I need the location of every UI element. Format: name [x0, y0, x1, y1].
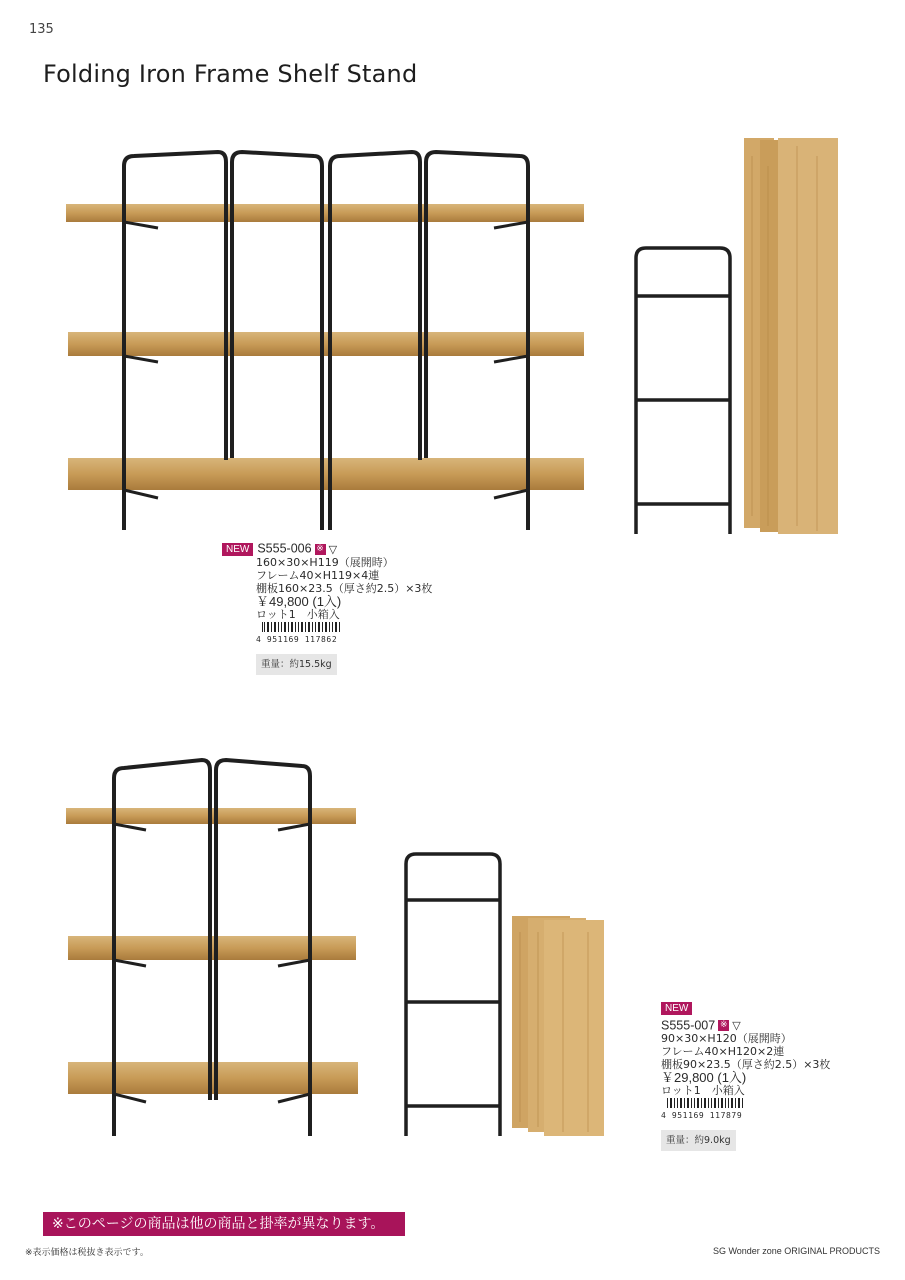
footer-brand: SG Wonder zone ORIGINAL PRODUCTS	[712, 1246, 880, 1256]
triangle-mark-icon: ▽	[328, 542, 338, 556]
shelf-brackets	[124, 222, 528, 498]
spec-block-s555-006	[222, 542, 432, 675]
product-image-s555-006	[60, 140, 590, 540]
product-image-s555-007	[60, 752, 360, 1142]
stacked-boards-s555-006	[742, 136, 842, 536]
product-lot: ロット1 小箱入	[256, 607, 340, 621]
spec-block-s555-007	[661, 1001, 830, 1151]
product-frame: フレーム40×H119×4連	[256, 568, 380, 582]
page-number: 135	[29, 22, 54, 37]
new-badge: NEW	[661, 1002, 692, 1015]
shelf-board	[68, 332, 584, 356]
product-size: 160×30×H119（展開時）	[256, 555, 394, 569]
product-frame: フレーム40×H120×2連	[661, 1045, 785, 1058]
barcode	[256, 622, 432, 644]
folded-frame-s555-007	[398, 848, 508, 1142]
weight-tag: 重量：約15.5kg	[256, 654, 337, 675]
triangle-mark-icon: ▽	[732, 1019, 741, 1032]
product-shelf: 棚板90×23.5（厚さ約2.5）×3枚	[661, 1058, 831, 1071]
shelf-board	[68, 1062, 358, 1094]
product-code: S555-007	[661, 1018, 716, 1032]
barcode-number: 4 951169 117862	[256, 634, 338, 644]
product-lot: ロット1 小箱入	[661, 1084, 745, 1097]
product-price: ￥49,800 (1入)	[256, 593, 342, 609]
tax-footnote: ※表示価格は税抜き表示です。	[25, 1248, 149, 1258]
page-title: Folding Iron Frame Shelf Stand	[43, 60, 418, 88]
barcode-icon	[256, 622, 346, 632]
rate-notice-banner: ※このページの商品は他の商品と掛率が異なります。	[43, 1212, 405, 1236]
rate-mark-icon: ※	[719, 1020, 728, 1030]
shelf-board	[66, 204, 584, 222]
weight-tag: 重量：約9.0kg	[661, 1130, 736, 1151]
barcode	[661, 1098, 830, 1120]
rate-mark-icon: ※	[316, 543, 324, 554]
product-price: ￥29,800 (1入)	[661, 1070, 747, 1085]
product-code: S555-006	[257, 541, 312, 556]
barcode-number: 4 951169 117879	[661, 1111, 743, 1120]
stacked-boards-s555-007	[508, 912, 608, 1142]
shelf-board	[68, 458, 584, 490]
new-badge: NEW	[222, 543, 253, 556]
barcode-icon	[661, 1098, 751, 1108]
folded-frame-s555-006	[628, 240, 738, 540]
product-shelf: 棚板160×23.5（厚さ約2.5）×3枚	[256, 581, 433, 595]
product-size: 90×30×H120（展開時）	[661, 1032, 792, 1045]
